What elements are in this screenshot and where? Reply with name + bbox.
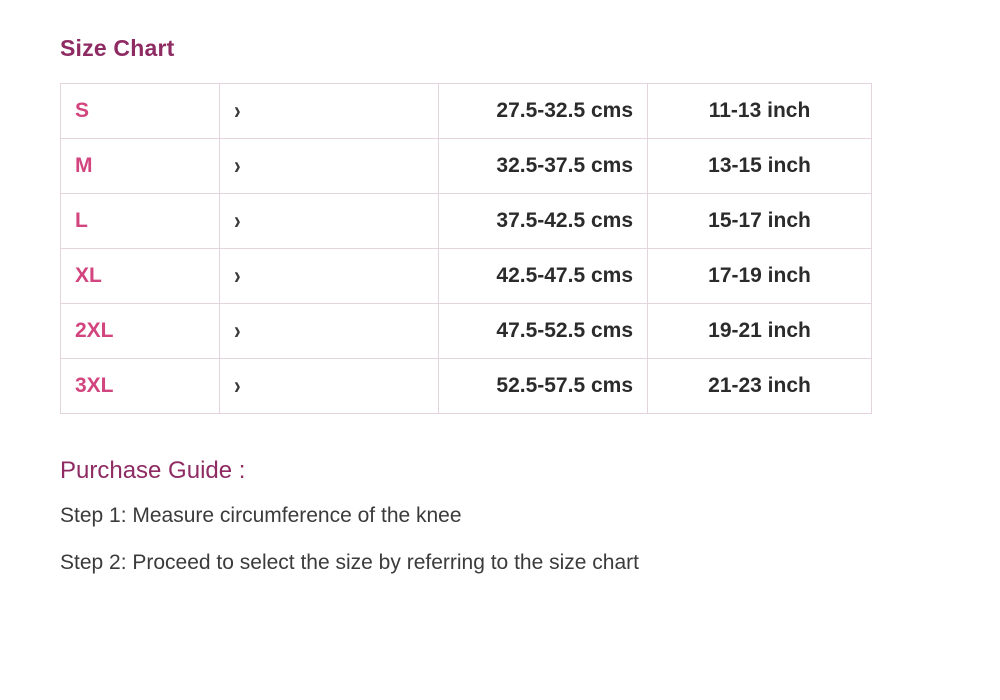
table-row <box>61 194 872 249</box>
chevron-right-glyph: › <box>234 207 241 236</box>
size-cms-value: 42.5-47.5 cms <box>439 249 648 304</box>
purchase-step-2: Step 2: Proceed to select the size by referring to the size chart <box>60 550 639 574</box>
chevron-right-icon <box>220 139 439 194</box>
size-label: XL <box>61 249 220 304</box>
table-row <box>61 359 872 414</box>
size-inch-value: 15-17 inch <box>648 194 872 249</box>
size-inch-value: 21-23 inch <box>648 359 872 414</box>
chevron-right-icon <box>220 249 439 304</box>
size-cms-value: 32.5-37.5 cms <box>439 139 648 194</box>
size-label: 3XL <box>61 359 220 414</box>
chevron-right-icon <box>220 84 439 139</box>
size-inch-value: 13-15 inch <box>648 139 872 194</box>
size-cms-value: 27.5-32.5 cms <box>439 84 648 139</box>
chevron-right-glyph: › <box>234 97 241 126</box>
table-row <box>61 139 872 194</box>
purchase-step-1: Step 1: Measure circumference of the knee <box>60 503 462 527</box>
size-cms-value: 47.5-52.5 cms <box>439 304 648 359</box>
table-row <box>61 249 872 304</box>
chevron-right-icon <box>220 359 439 414</box>
size-inch-value: 19-21 inch <box>648 304 872 359</box>
purchase-guide-title: Purchase Guide : <box>60 457 246 485</box>
chevron-right-glyph: › <box>234 262 241 291</box>
size-inch-value: 11-13 inch <box>648 84 872 139</box>
size-label: M <box>61 139 220 194</box>
chevron-right-glyph: › <box>234 152 241 181</box>
size-chart-table <box>60 83 872 414</box>
size-inch-value: 17-19 inch <box>648 249 872 304</box>
table-row <box>61 304 872 359</box>
chevron-right-icon <box>220 304 439 359</box>
size-cms-value: 52.5-57.5 cms <box>439 359 648 414</box>
size-label: S <box>61 84 220 139</box>
chevron-right-icon <box>220 194 439 249</box>
size-cms-value: 37.5-42.5 cms <box>439 194 648 249</box>
chevron-right-glyph: › <box>234 317 241 346</box>
chevron-right-glyph: › <box>234 372 241 401</box>
size-label: L <box>61 194 220 249</box>
table-row <box>61 84 872 139</box>
size-label: 2XL <box>61 304 220 359</box>
size-chart-title: Size Chart <box>60 35 175 61</box>
